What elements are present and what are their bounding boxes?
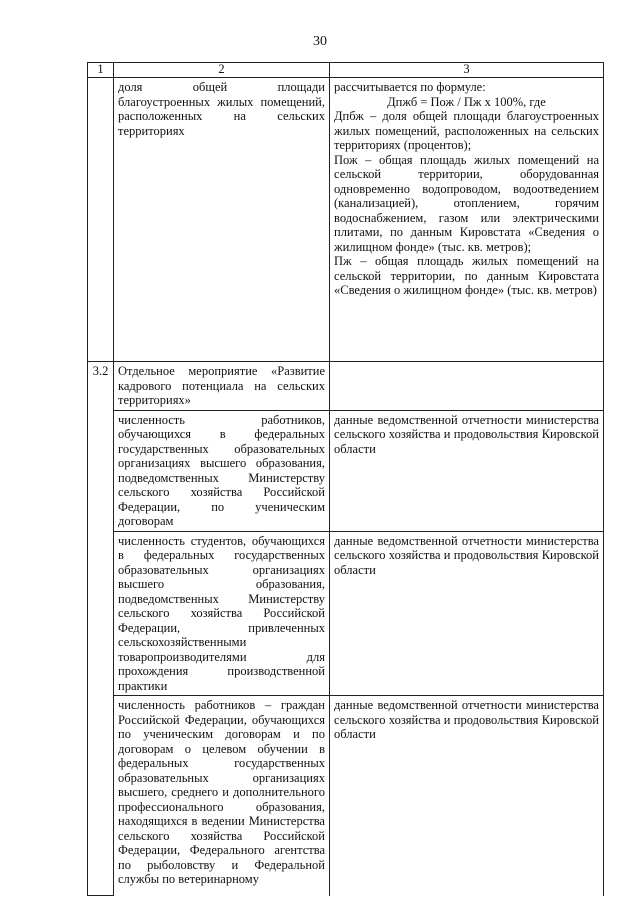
section-number: 3.2: [88, 362, 114, 896]
indicator-cell: численность работников – граждан Российской Федерации, обучающихся по ученическим договорам и по договорам о целевом обучении в федеральных государственных образовательных организациях высшего, среднего и дополнительного профессионального образования, находящихся в ведении Министерства сельского хозяйства Российской Федерации, Федерального агентства по рыболовству и Федеральной службы по ветеринарному: [114, 696, 330, 896]
table-row: [88, 531, 604, 696]
table-row: [88, 78, 604, 362]
indicator-cell: численность работников, обучающихся в федеральных государственных образовательных организациях высшего образования, подведомственных Министерству сельского хозяйства Российской Федерации, по ученическим договорам: [114, 410, 330, 531]
section-row: [88, 362, 604, 411]
source-cell: данные ведомственной отчетности министерства сельского хозяйства и продовольствия Кировской области: [330, 531, 604, 696]
table-row: [88, 410, 604, 531]
source-cell: данные ведомственной отчетности министерства сельского хозяйства и продовольствия Кировской области: [330, 410, 604, 531]
section-title: Отдельное мероприятие «Развитие кадрового потенциала на сельских территориях»: [114, 362, 330, 411]
method-cell: [330, 78, 604, 362]
section-source-cell: [330, 362, 604, 411]
definition-pozh: Пож – общая площадь жилых помещений на сельской территории, оборудованная одновременно водопроводом, водоотведением (канализацией), отоплением, горячим водоснабжением, газом или электрическими плитами, по данным Кировстата «Сведения о жилищном фонде» (тыс. кв. метров);: [334, 152, 599, 254]
table-header-row: [88, 63, 604, 78]
indicator-cell: численность студентов, обучающихся в федеральных государственных образовательных организациях высшего образования, подведомственных Министерству сельского хозяйства Российской Федерации, привлеченных сельскохозяйственными товаропроизводителями для прохождения производственной практики: [114, 531, 330, 696]
source-cell: данные ведомственной отчетности министерства сельского хозяйства и продовольствия Кировской области: [330, 696, 604, 896]
column-header-1: 1: [88, 63, 114, 78]
table-row: [88, 696, 604, 896]
page-number: 30: [313, 34, 327, 49]
formula: Дпжб = Пож / Пж x 100%, где: [387, 94, 546, 109]
column-header-2: 2: [114, 63, 330, 78]
method-intro: рассчитывается по формуле:: [334, 80, 486, 94]
column-header-3: 3: [330, 63, 604, 78]
row-number-cell: [88, 78, 114, 362]
definition-pzh: Пж – общая площадь жилых помещений на сельской территории, по данным Кировстата «Сведения о жилищном фонде» (тыс. кв. метров): [334, 254, 599, 297]
indicator-cell: доля общей площади благоустроенных жилых помещений, расположенных на сельских территориях: [114, 78, 330, 362]
definition-dpbzh: Дпбж – доля общей площади благоустроенных жилых помещений, расположенных на сельских территориях (процентов);: [334, 109, 599, 152]
indicators-table: [87, 62, 604, 896]
